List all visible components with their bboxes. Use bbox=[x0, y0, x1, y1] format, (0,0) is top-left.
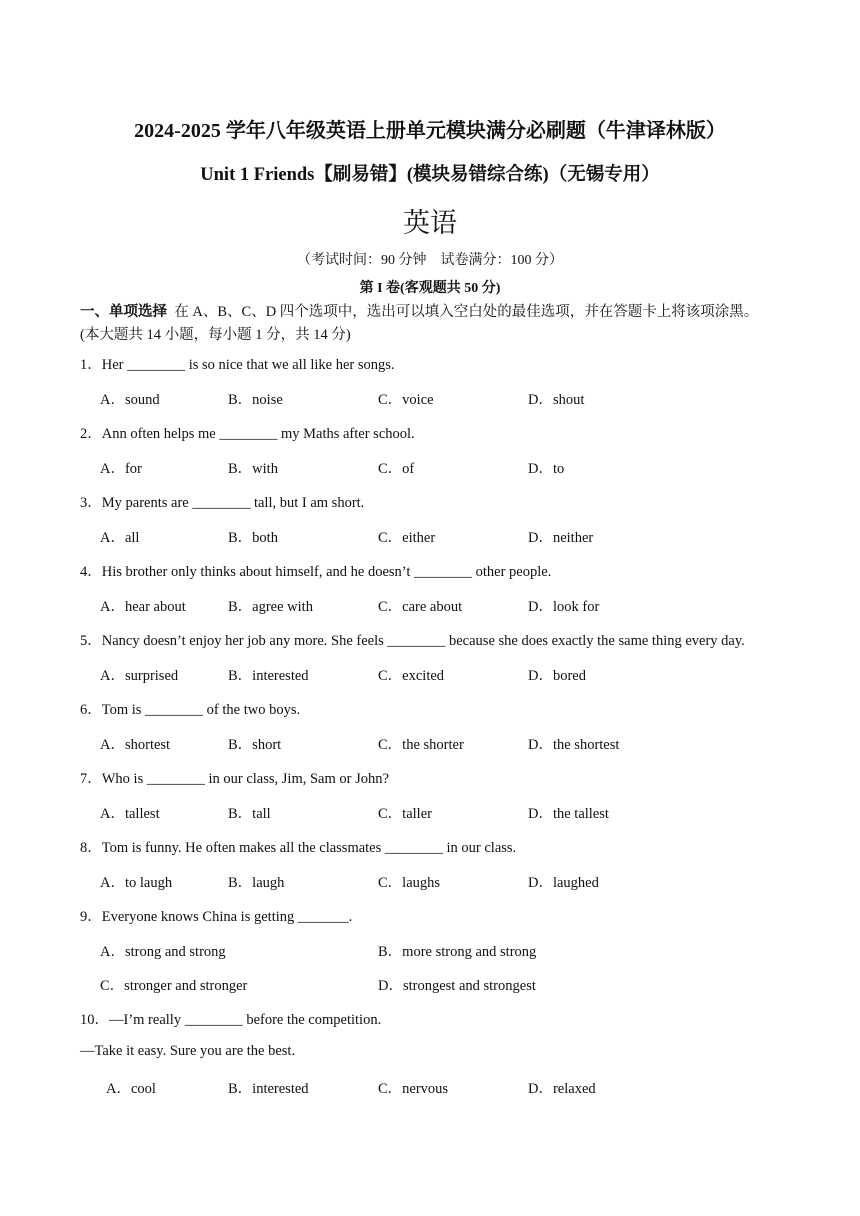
answer-option: A．surprised bbox=[100, 668, 179, 684]
section-note: (本大题共 14 小题，每小题 1 分，共 14 分) bbox=[80, 327, 351, 343]
answer-option: C．taller bbox=[378, 806, 432, 822]
answer-option: D．strongest and strongest bbox=[378, 978, 536, 994]
answer-option: C．of bbox=[378, 461, 415, 477]
question-stem: 8．Tom is funny. He often makes all the classmates ________ in our class. bbox=[80, 840, 517, 856]
question-stem: 5．Nancy doesn’t enjoy her job any more. She feels ________ because she does exactly the same thing every day. bbox=[80, 633, 745, 649]
answer-option: D．to bbox=[528, 461, 565, 477]
answer-option: A．to laugh bbox=[100, 875, 173, 891]
question-stem: 10．—I’m really ________ before the competition. bbox=[80, 1012, 382, 1028]
answer-option: B．interested bbox=[228, 668, 309, 684]
question-stem: 2．Ann often helps me ________ my Maths after school. bbox=[80, 426, 415, 442]
document-subtitle: Unit 1 Friends【刷易错】(模块易错综合练)（无锡专用） bbox=[200, 165, 660, 185]
document-title: 2024-2025 学年八年级英语上册单元模块满分必刷题（牛津译林版） bbox=[134, 120, 726, 142]
answer-option: B．with bbox=[228, 461, 278, 477]
answer-option: A．tallest bbox=[100, 806, 160, 822]
part-title: 第 I 卷(客观题共 50 分) bbox=[359, 281, 501, 296]
answer-option: B．agree with bbox=[228, 599, 313, 615]
answer-option: B．both bbox=[228, 530, 278, 546]
answer-option: A．for bbox=[100, 461, 142, 477]
answer-option: C．stronger and stronger bbox=[100, 978, 248, 994]
answer-option: C．either bbox=[378, 530, 436, 546]
question-stem: 9．Everyone knows China is getting _______. bbox=[80, 909, 353, 925]
answer-option: A．hear about bbox=[100, 599, 186, 615]
answer-option: D．shout bbox=[528, 392, 585, 408]
answer-option: A．sound bbox=[100, 392, 160, 408]
exam-info: （考试时间：90 分钟 试卷满分：100 分） bbox=[297, 253, 563, 268]
question-stem: 1．Her ________ is so nice that we all like her songs. bbox=[80, 357, 395, 373]
answer-option: D．look for bbox=[528, 599, 600, 615]
answer-option: B．noise bbox=[228, 392, 283, 408]
answer-option: A．strong and strong bbox=[100, 944, 226, 960]
answer-option: D．the shortest bbox=[528, 737, 620, 753]
answer-option: C．laughs bbox=[378, 875, 441, 891]
answer-option: B．interested bbox=[228, 1081, 309, 1097]
question-stem: 7．Who is ________ in our class, Jim, Sam or John? bbox=[80, 771, 389, 787]
answer-option: D．bored bbox=[528, 668, 586, 684]
question-stem-reply: —Take it easy. Sure you are the best. bbox=[80, 1043, 296, 1059]
subject-heading: 英语 bbox=[403, 208, 457, 238]
answer-option: D．neither bbox=[528, 530, 594, 546]
section-instruction bbox=[80, 300, 758, 321]
question-stem: 4．His brother only thinks about himself, and he doesn’t ________ other people. bbox=[80, 564, 552, 580]
section-label: 一、单项选择 bbox=[80, 304, 167, 320]
section-instruction-text: 在 A、B、C、D 四个选项中，选出可以填入空白处的最佳选项，并在答题卡上将该项涂黑。 bbox=[174, 304, 759, 320]
answer-option: C．voice bbox=[378, 392, 434, 408]
answer-option: B．short bbox=[228, 737, 282, 753]
answer-option: D．laughed bbox=[528, 875, 599, 891]
answer-option: B．more strong and strong bbox=[378, 944, 537, 960]
answer-option: B．laugh bbox=[228, 875, 285, 891]
answer-option: C．care about bbox=[378, 599, 463, 615]
answer-option: D．the tallest bbox=[528, 806, 609, 822]
answer-option: A．shortest bbox=[100, 737, 171, 753]
answer-option: C．the shorter bbox=[378, 737, 464, 753]
answer-option: A．cool bbox=[106, 1081, 156, 1097]
question-stem: 3．My parents are ________ tall, but I am short. bbox=[80, 495, 365, 511]
question-stem: 6．Tom is ________ of the two boys. bbox=[80, 702, 301, 718]
answer-option: C．excited bbox=[378, 668, 445, 684]
answer-option: D．relaxed bbox=[528, 1081, 596, 1097]
answer-option: B．tall bbox=[228, 806, 271, 822]
answer-option: A．all bbox=[100, 530, 140, 546]
answer-option: C．nervous bbox=[378, 1081, 449, 1097]
